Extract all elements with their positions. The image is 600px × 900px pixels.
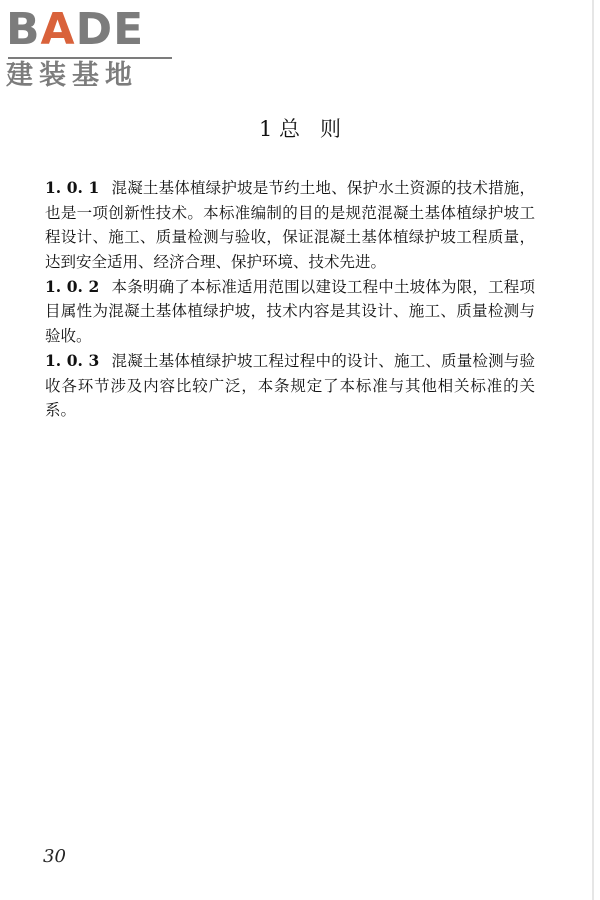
- logo-divider: [8, 57, 172, 59]
- page-number: 30: [43, 846, 66, 867]
- clause-text: 混凝土基体植绿护坡是节约土地、保护水土资源的技术措施，也是一项创新性技术。本标准编制的目的是规范混凝土基体植绿护坡工程设计、施工、质量检测与验收，保证混凝土基体植绿护坡工程质量，达到安全适用、经济合理、保护环境、技术先进。: [45, 179, 535, 271]
- clause-text: 本条明确了本标准适用范围以建设工程中土坡体为限，工程项目属性为混凝土基体植绿护坡，技术内容是其设计、施工、质量检测与验收。: [45, 277, 535, 345]
- clause-text: 混凝土基体植绿护坡工程过程中的设计、施工、质量检测与验收各环节涉及内容比较广泛，本条规定了本标准与其他相关标准的关系。: [45, 351, 535, 420]
- logo-letter-b: B: [6, 4, 41, 55]
- logo-letters-de: DE: [75, 4, 145, 55]
- logo: [6, 4, 176, 92]
- chapter-title: 1 总 则: [258, 117, 342, 141]
- logo-letter-a-accent: A: [40, 4, 76, 55]
- clause-1-0-2: [45, 275, 535, 349]
- logo-chinese-name: 建装基地: [6, 60, 138, 91]
- page-edge-shadow: [592, 0, 594, 900]
- clause-1-0-1: [45, 176, 535, 274]
- clause-number: 1. 0. 1: [45, 178, 100, 197]
- logo-wordmark: [6, 4, 144, 56]
- clause-1-0-3: [45, 349, 535, 423]
- clause-list: [45, 176, 535, 423]
- clause-number: 1. 0. 3: [45, 350, 100, 370]
- clause-number: 1. 0. 2: [45, 276, 100, 296]
